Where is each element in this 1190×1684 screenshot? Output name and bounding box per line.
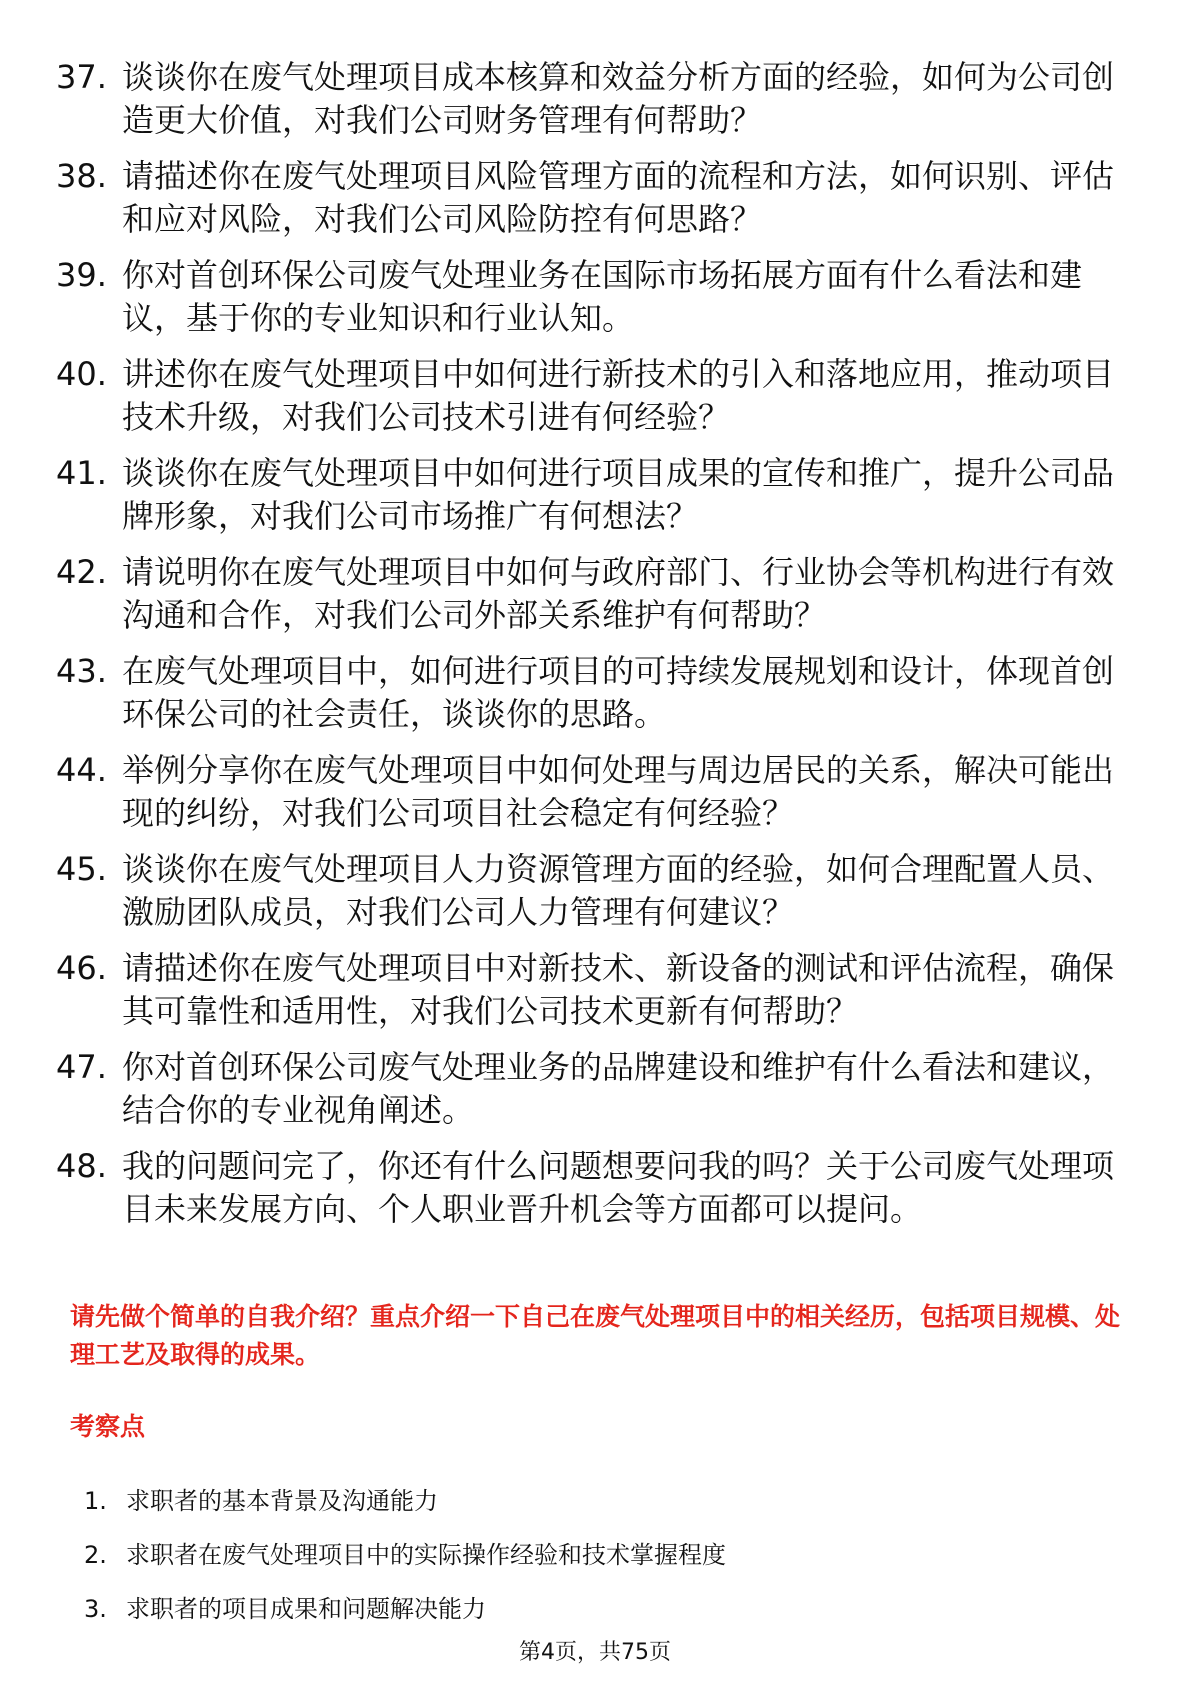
- question-text: 请描述你在废气处理项目中对新技术、新设备的测试和评估流程，确保其可靠性和适用性，对我们公司技术更新有何帮助？: [122, 949, 1115, 1030]
- question-number: 43.: [56, 652, 107, 690]
- question-text: 你对首创环保公司废气处理业务在国际市场拓展方面有什么看法和建议，基于你的专业知识和行业认知。: [122, 256, 1083, 337]
- question-number: 37.: [56, 58, 107, 96]
- question-item: [56, 1145, 1116, 1231]
- question-text: 谈谈你在废气处理项目成本核算和效益分析方面的经验，如何为公司创造更大价值，对我们公司财务管理有何帮助？: [122, 58, 1115, 139]
- question-item: [56, 155, 1116, 241]
- question-text: 举例分享你在废气处理项目中如何处理与周边居民的关系，解决可能出现的纠纷，对我们公司项目社会稳定有何经验？: [122, 751, 1115, 832]
- question-item: [56, 551, 1116, 637]
- question-item: [56, 848, 1116, 934]
- assessment-point-number: 1.: [84, 1487, 107, 1515]
- question-text: 你对首创环保公司废气处理业务的品牌建设和维护有什么看法和建议，结合你的专业视角阐述。: [122, 1048, 1115, 1129]
- question-text: 请说明你在废气处理项目中如何与政府部门、行业协会等机构进行有效沟通和合作，对我们公司外部关系维护有何帮助？: [122, 553, 1115, 634]
- assessment-point-text: 求职者在废气处理项目中的实际操作经验和技术掌握程度: [126, 1541, 726, 1569]
- question-text: 在废气处理项目中，如何进行项目的可持续发展规划和设计，体现首创环保公司的社会责任，谈谈你的思路。: [122, 652, 1115, 733]
- question-item: [56, 353, 1116, 439]
- assessment-point-text: 求职者的基本背景及沟通能力: [126, 1487, 438, 1515]
- assessment-point: [84, 1592, 726, 1626]
- assessment-point-number: 3.: [84, 1595, 107, 1623]
- assessment-point-number: 2.: [84, 1541, 107, 1569]
- question-text: 我的问题问完了，你还有什么问题想要问我的吗？关于公司废气处理项目未来发展方向、个人职业晋升机会等方面都可以提问。: [122, 1147, 1115, 1228]
- question-text: 请描述你在废气处理项目风险管理方面的流程和方法，如何识别、评估和应对风险，对我们公司风险防控有何思路？: [122, 157, 1115, 238]
- question-list: [56, 56, 1116, 1244]
- assessment-point-text: 求职者的项目成果和问题解决能力: [126, 1595, 486, 1623]
- question-item: [56, 650, 1116, 736]
- question-number: 39.: [56, 256, 107, 294]
- question-number: 45.: [56, 850, 107, 888]
- highlight-question: 请先做个简单的自我介绍？重点介绍一下自己在废气处理项目中的相关经历，包括项目规模、处理工艺及取得的成果。: [70, 1302, 1121, 1369]
- question-number: 38.: [56, 157, 107, 195]
- question-number: 40.: [56, 355, 107, 393]
- question-text: 谈谈你在废气处理项目人力资源管理方面的经验，如何合理配置人员、激励团队成员，对我们公司人力管理有何建议？: [122, 850, 1115, 931]
- assessment-title: 考察点: [70, 1412, 146, 1441]
- question-number: 46.: [56, 949, 107, 987]
- question-number: 47.: [56, 1048, 107, 1086]
- question-item: [56, 749, 1116, 835]
- question-text: 谈谈你在废气处理项目中如何进行项目成果的宣传和推广，提升公司品牌形象，对我们公司市场推广有何想法？: [122, 454, 1115, 535]
- page-footer: 第4页，共75页: [519, 1640, 671, 1665]
- question-number: 42.: [56, 553, 107, 591]
- question-number: 44.: [56, 751, 107, 789]
- question-number: 41.: [56, 454, 107, 492]
- question-number: 48.: [56, 1147, 107, 1185]
- question-item: [56, 254, 1116, 340]
- question-item: [56, 452, 1116, 538]
- assessment-point: [84, 1538, 726, 1572]
- question-item: [56, 947, 1116, 1033]
- question-item: [56, 1046, 1116, 1132]
- question-item: [56, 56, 1116, 142]
- assessment-points-list: [84, 1484, 726, 1646]
- question-text: 讲述你在废气处理项目中如何进行新技术的引入和落地应用，推动项目技术升级，对我们公司技术引进有何经验？: [122, 355, 1115, 436]
- assessment-point: [84, 1484, 726, 1518]
